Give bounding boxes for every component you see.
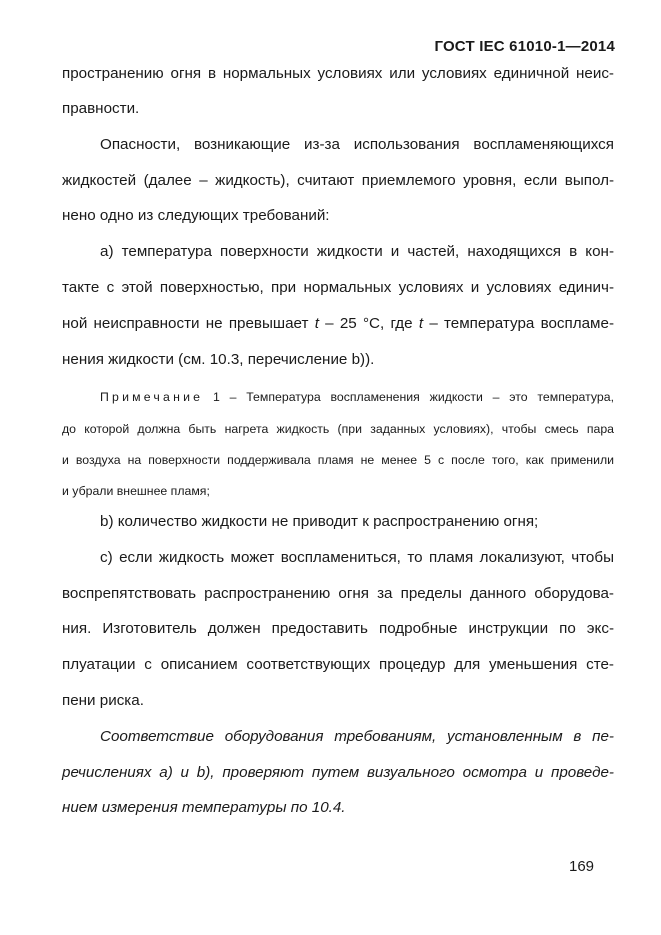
- italic-line: речислениях a) и b), проверяют путем визуального осмотра и проведе-: [62, 764, 614, 781]
- text-line: нено одно из следующих требований:: [62, 207, 330, 224]
- text-line: нения жидкости (см. 10.3, перечисление b)).: [62, 351, 375, 368]
- text-line: a) температура поверхности жидкости и частей, находящихся в кон-: [100, 243, 614, 260]
- text-line: c) если жидкость может воспламениться, то пламя локализуют, чтобы: [100, 549, 614, 566]
- note-line: и убрали внешнее пламя;: [62, 484, 210, 498]
- italic-line: Соответствие оборудования требованиям, установленным в пе-: [100, 728, 614, 745]
- text-line: b) количество жидкости не приводит к распространению огня;: [100, 513, 539, 530]
- page-number: 169: [569, 858, 595, 875]
- standard-header: ГОСТ IEC 61010-1—2014: [434, 38, 615, 55]
- italic-line: нием измерения температуры по 10.4.: [62, 799, 346, 816]
- text-line: такте с этой поверхностью, при нормальных условиях и условиях единич-: [62, 279, 614, 296]
- text-line: ной неисправности не превышает t – 25 °С, где t – температура воспламе-: [62, 315, 615, 332]
- text-line: воспрепятствовать распространению огня за пределы данного оборудова-: [62, 585, 614, 602]
- text-line: плуатации с описанием соответствующих процедур для уменьшения сте-: [62, 656, 614, 673]
- text-line: пени риска.: [62, 692, 144, 709]
- note-label: Примечание: [100, 390, 204, 404]
- text-line: ния. Изготовитель должен предоставить подробные инструкции по экс-: [62, 620, 614, 637]
- text-line: пространению огня в нормальных условиях или условиях единичной неис-: [62, 65, 614, 82]
- note-line: и воздуха на поверхности поддерживала пламя не менее 5 с после того, как применили: [62, 453, 614, 467]
- text-line: жидкостей (далее – жидкость), считают приемлемого уровня, если выпол-: [62, 172, 614, 189]
- note-line: Примечание 1 – Температура воспламенения жидкости – это температура,: [100, 390, 614, 404]
- text-line: правности.: [62, 100, 140, 117]
- note-line: до которой должна быть нагрета жидкость (при заданных условиях), чтобы смесь пара: [62, 422, 614, 436]
- text-line: Опасности, возникающие из-за использования воспламеняющихся: [100, 136, 614, 153]
